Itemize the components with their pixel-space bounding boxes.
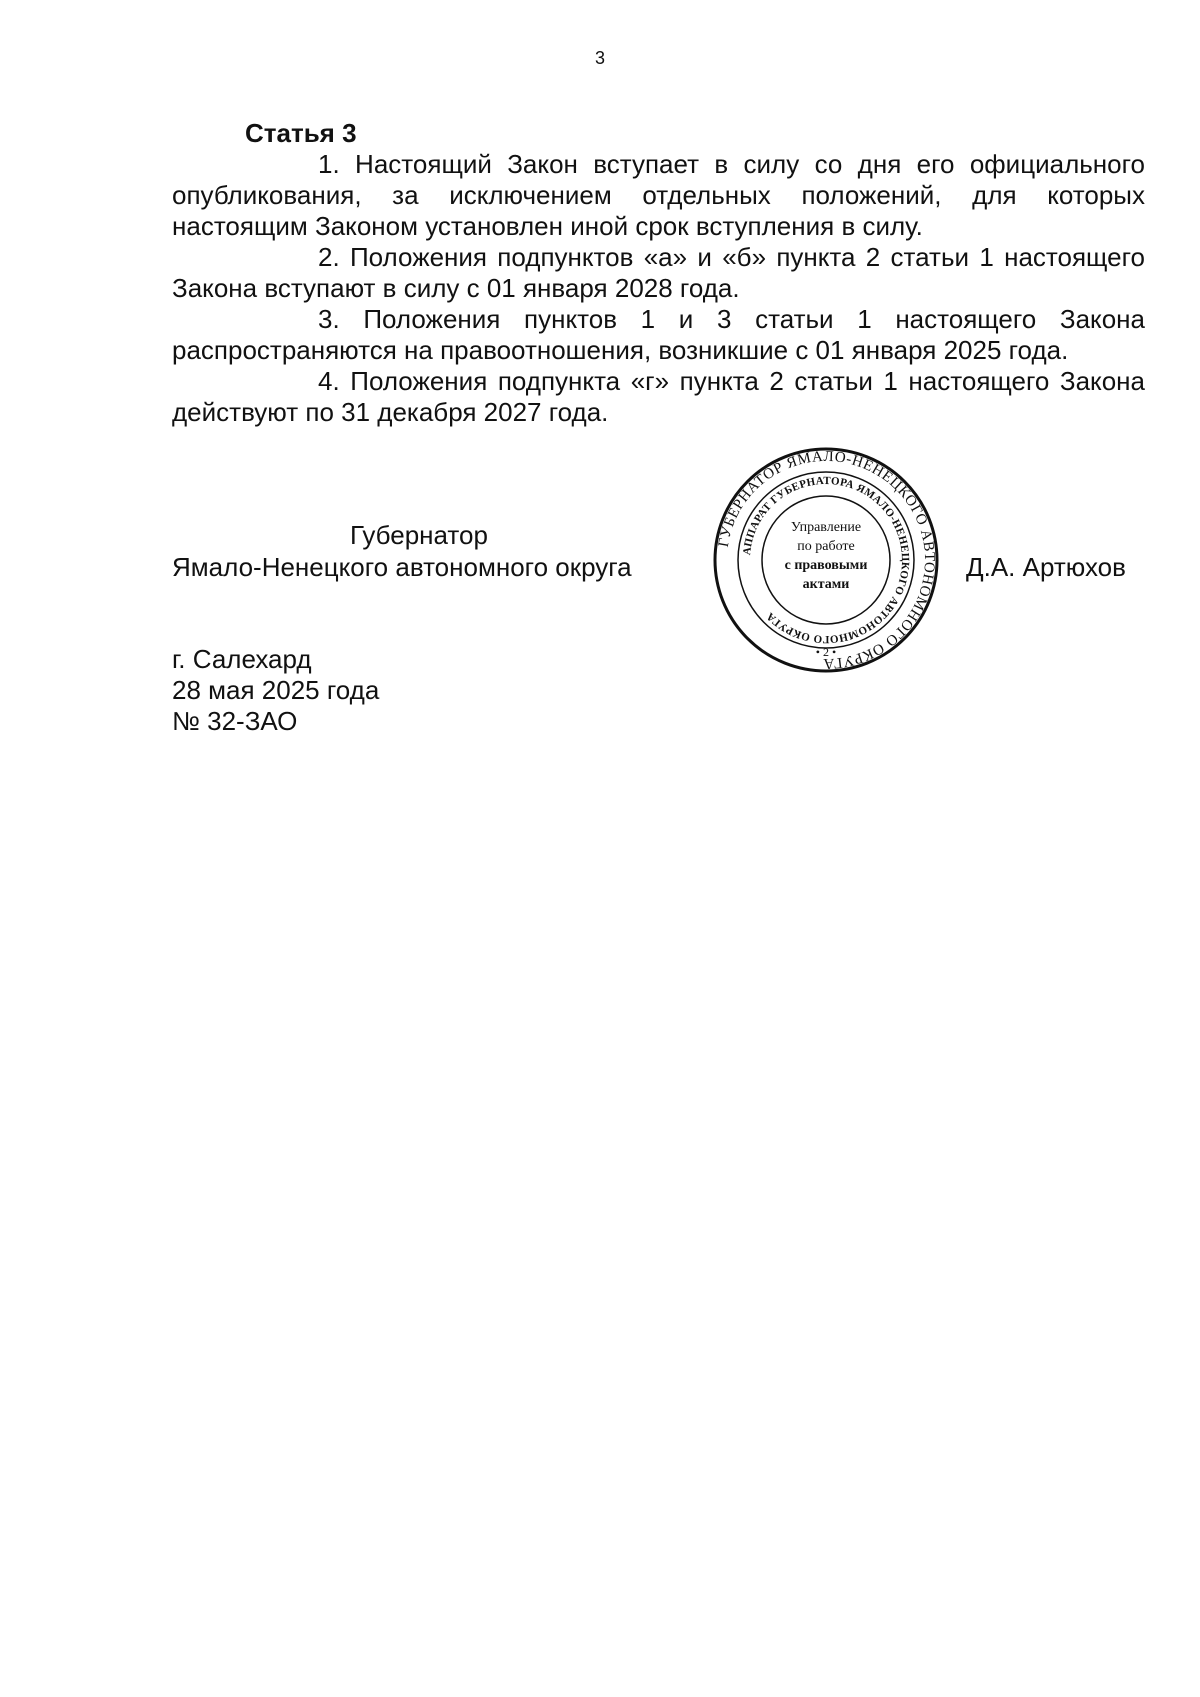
page-number: 3 [594,48,605,68]
article-section [172,118,1145,428]
document-number: № 32-ЗАО [172,706,298,736]
seal-outer-text: ГУБЕРНАТОР ЯМАЛО-НЕНЕЦКОГО АВТОНОМНОГО ОКРУГА [715,448,938,672]
paragraph-text: Положения подпункта «г» пункта 2 статьи 1 настоящего Закона действуют по 31 декабря 2027 года. [172,366,1145,427]
seal-inner-text: АППАРАТ ГУБЕРНАТОРА ЯМАЛО-НЕНЕЦКОГО АВТОНОМНОГО ОКРУГА [741,474,912,646]
seal-center-line-4: актами [802,577,850,592]
paragraph-number: 4. [318,366,340,396]
city: г. Салехард [172,644,312,674]
article-paragraph-2 [172,242,1145,304]
paragraph-number: 1. [318,149,340,179]
article-title: Статья 3 [245,118,357,148]
paragraph-text: Положения подпунктов «а» и «б» пункта 2 статьи 1 настоящего Закона вступают в силу с 01 января 2028 года. [172,242,1145,303]
signatory-region: Ямало-Ненецкого автономного округа [172,552,632,582]
paragraph-number: 3. [318,304,340,334]
paragraph-text: Положения пунктов 1 и 3 статьи 1 настоящего Закона распространяются на правоотношения, возникшие с 01 января 2025 года. [172,304,1145,365]
article-paragraph-1 [172,149,1145,242]
seal-center-line-1: Управление [790,520,862,535]
paragraph-number: 2. [318,242,340,272]
seal-number: • 2 • [815,645,837,659]
article-paragraph-4 [172,366,1145,428]
place-date-block [172,644,379,737]
signatory-name: Д.А. Артюхов [966,552,1126,582]
seal-center-line-3: с правовыми [784,558,868,573]
paragraph-text: Настоящий Закон вступает в силу со дня его официального опубликования, за исключением отдельных положений, для которых настоящим Законом установлен иной срок вступления в силу. [172,149,1145,241]
document-date: 28 мая 2025 года [172,675,380,705]
signatory-title: Губернатор [350,520,488,550]
seal-center-line-2: по работе [797,539,855,554]
article-paragraph-3 [172,304,1145,366]
official-seal [706,445,946,675]
